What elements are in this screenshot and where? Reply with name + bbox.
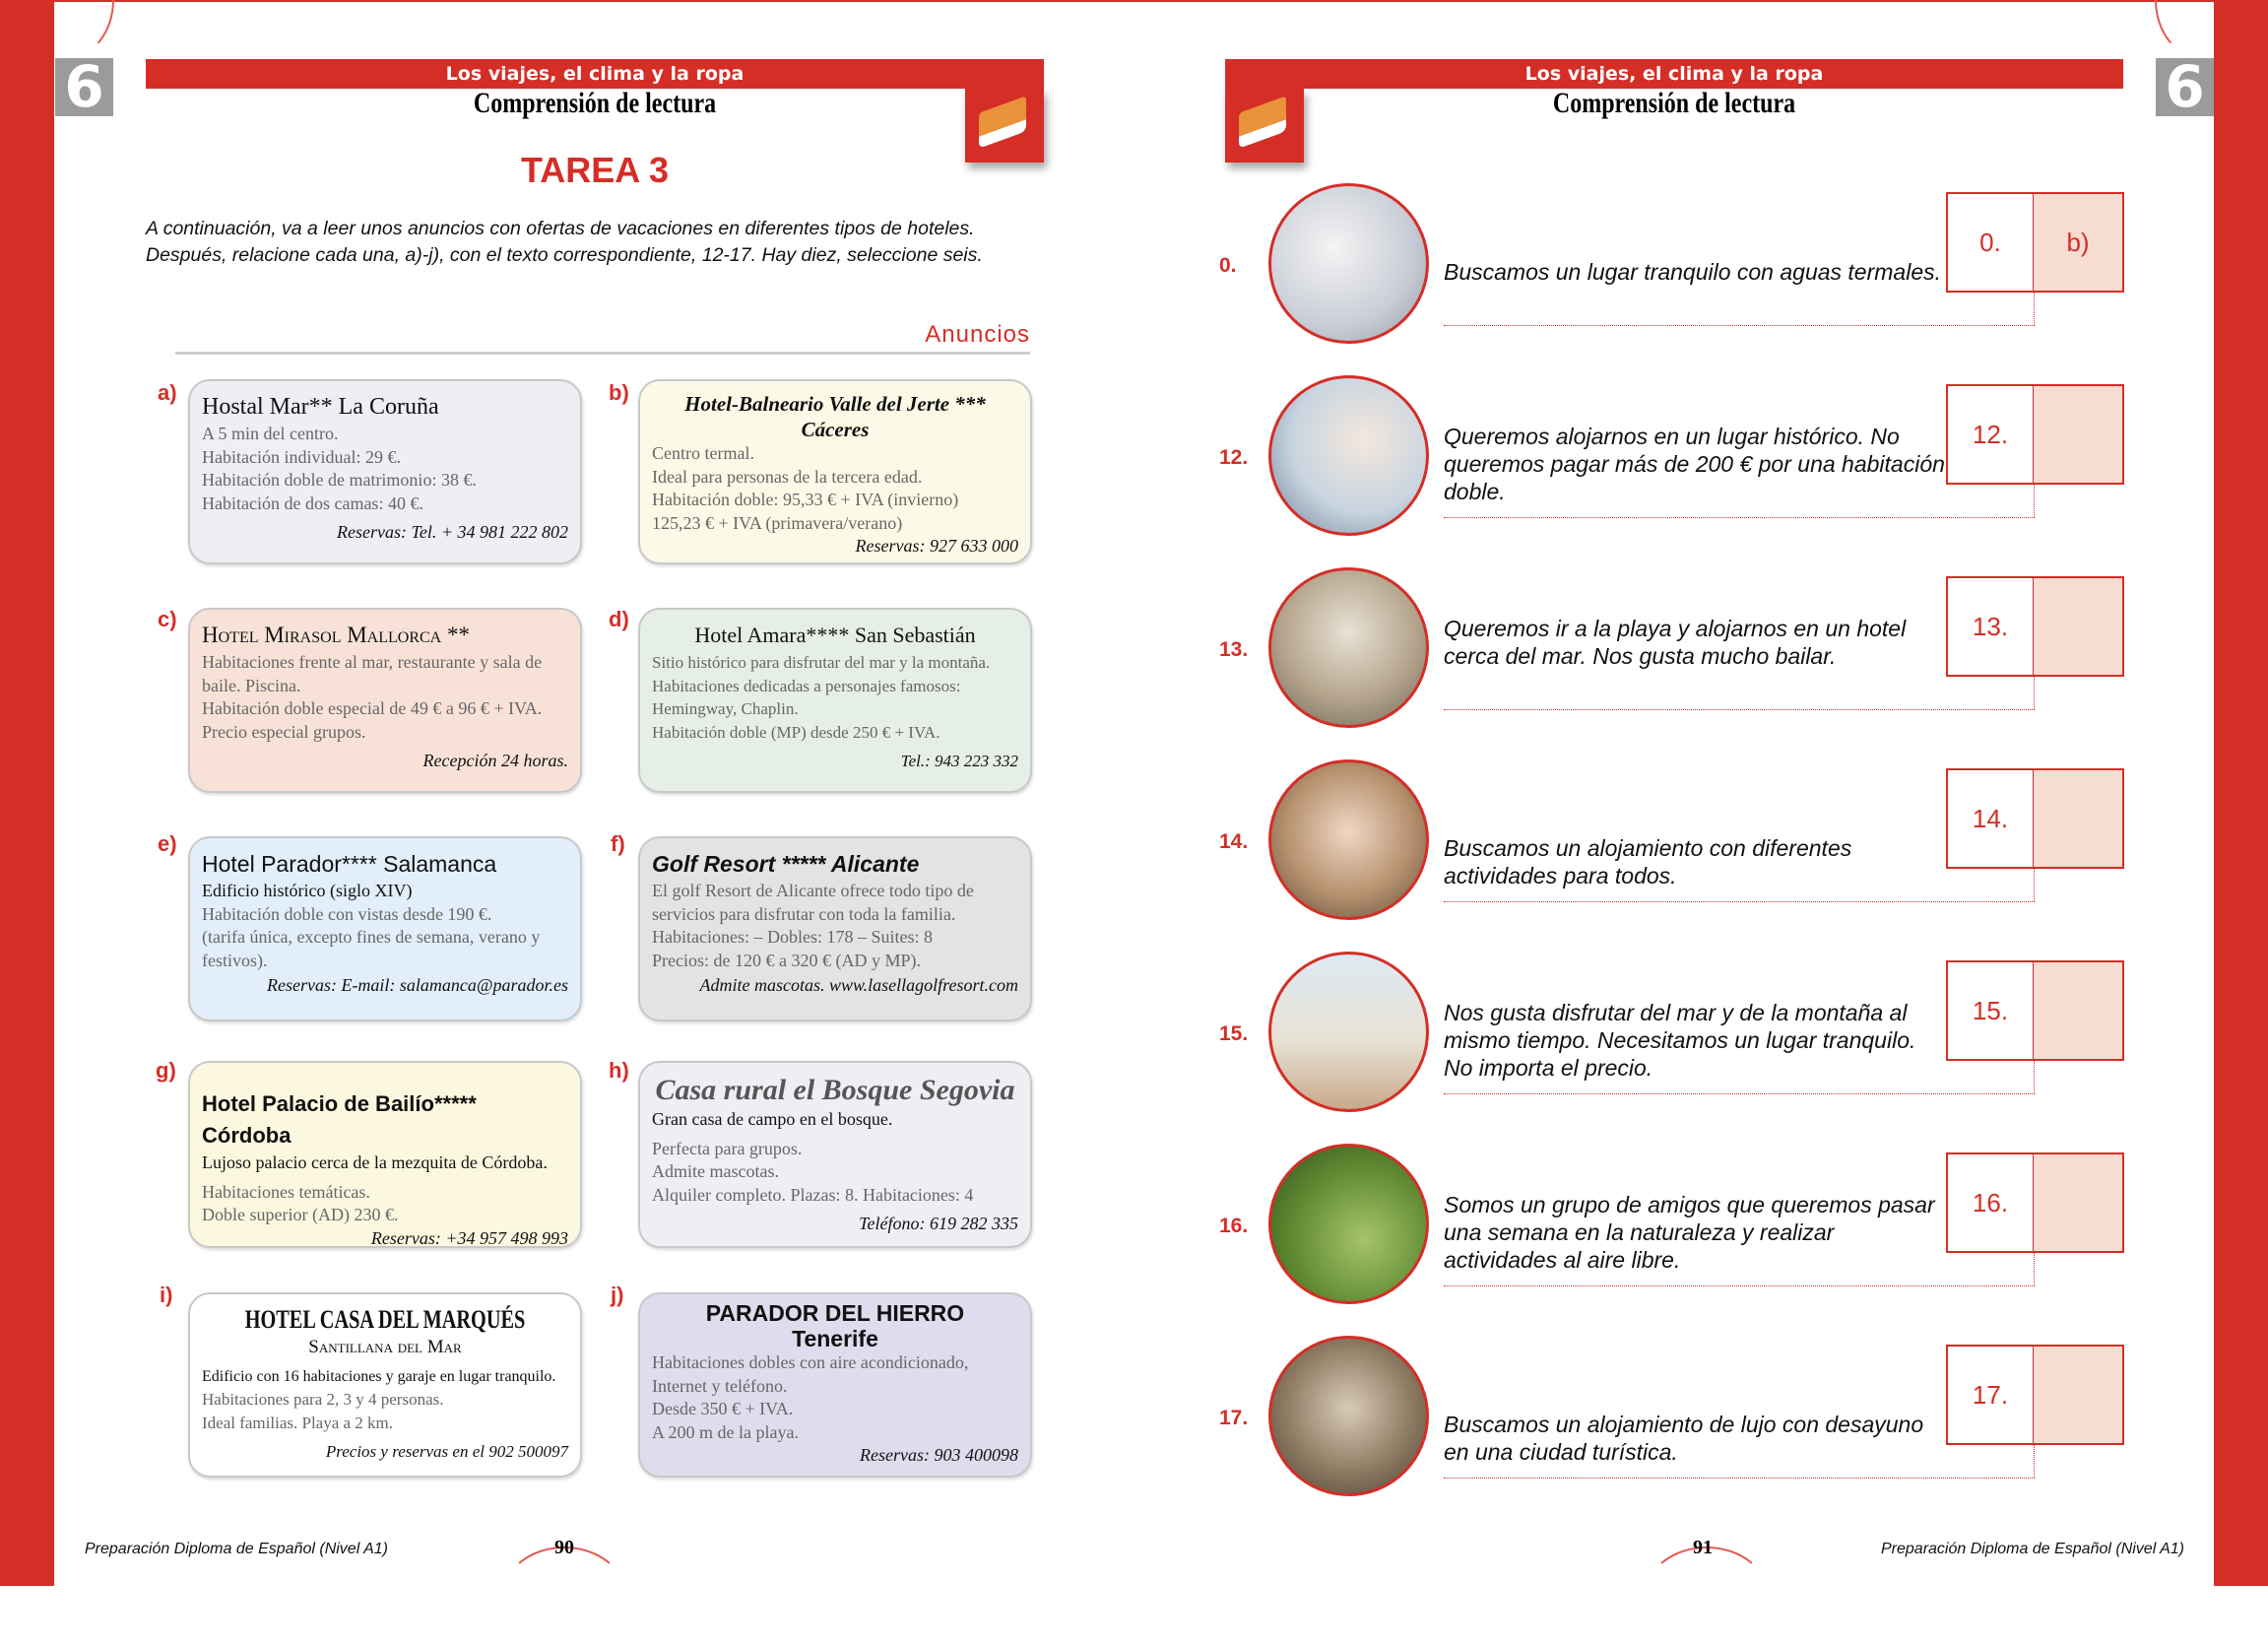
ad-line: Ideal para personas de la tercera edad. [652,466,923,487]
answer-label: 14. [1946,768,2035,869]
answer-label: 16. [1946,1152,2035,1253]
ad-line: Habitaciones dedicadas a personajes famosos: [652,676,961,695]
ad-subtitle: Santillana del Mar [308,1337,462,1357]
ad-contact: Reservas: 927 633 000 [855,536,1018,556]
right-page-edge [2214,0,2268,1586]
ad-line: Ideal familias. Playa a 2 km. [202,1413,394,1432]
ad-title: Hotel Palacio de Bailío***** Córdoba [202,1091,477,1148]
ad-subtitle: Cáceres [801,418,870,441]
ad-line: A 200 m de la playa. [652,1421,799,1442]
photo-hikers [1268,1144,1429,1304]
ad-contact: Reservas: 903 400098 [860,1445,1018,1465]
dotted-line [2034,1253,2035,1285]
photo-hotel-reception [1268,375,1429,536]
ad-letter: j) [611,1283,624,1307]
item-number: 17. [1219,1407,1249,1429]
ad-line: Habitación doble con vistas desde 190 €. [202,903,492,924]
ad-title: Hotel Amara**** San Sebastián [694,623,976,647]
ad-contact: Teléfono: 619 282 335 [859,1214,1018,1233]
ad-letter: i) [160,1283,173,1307]
answer-box[interactable] [2034,384,2124,485]
ad-a [188,379,582,564]
ad-letter: b) [609,380,629,405]
ad-line: Centro termal. [652,443,754,463]
ad-line: El golf Resort de Alicante ofrece todo tipo de servicios para disfrutar con toda la familia. [652,881,974,924]
ad-j [638,1292,1032,1478]
task-title: TAREA 3 [520,150,669,190]
ad-line: Habitaciones para 2, 3 y 4 personas. [202,1390,444,1409]
answer-label: 15. [1946,960,2035,1061]
ad-title: PARADOR DEL HIERRO [705,1300,965,1326]
dotted-line [1444,709,2035,710]
ad-subtitle: Tenerife [792,1326,878,1351]
dotted-line [1444,517,2035,518]
ad-b [638,379,1032,564]
item-number: 16. [1219,1215,1249,1237]
ad-line: Perfecta para grupos. [652,1138,803,1158]
ad-letter: c) [158,607,177,631]
ad-title: Casa rural el Bosque Segovia [655,1074,1015,1106]
ad-letter: a) [158,380,177,405]
chapter-tab: 6 [55,58,113,116]
ad-contact: Admite mascotas. www.lasellagolfresort.com [699,975,1018,995]
ad-line: Alquiler completo. Plazas: 8. Habitaciones: 4 [652,1184,974,1205]
ad-line: Hemingway, Chaplin. [652,699,799,718]
ad-line: Precio especial grupos. [202,721,366,742]
photo-elderly-couple [1268,183,1429,344]
unit-title-bar: Los viajes, el clima y la ropa [146,59,1044,89]
ad-title: HOTEL CASA DEL MARQUÉS [244,1305,526,1334]
ad-title: Hotel Parador**** Salamanca [202,851,497,877]
instructions [146,216,1044,269]
ad-line: Internet y teléfono. [652,1375,788,1396]
item-number: 14. [1219,830,1249,853]
ad-letter: d) [609,607,629,631]
dotted-line [1444,901,2035,902]
ad-contact: Recepción 24 horas. [422,751,568,770]
dotted-line [2034,485,2035,517]
answer-label: 0. [1946,192,2035,293]
ad-letter: e) [158,831,177,856]
dotted-line [1444,1478,2035,1479]
ad-line: Habitación individual: 29 €. [202,446,401,467]
ad-line: Precios: de 120 € a 320 € (AD y MP). [652,950,921,970]
decorative-arc [1645,1546,1769,1645]
ad-line: (tarifa única, excepto fines de semana, verano y festivos). [202,927,541,970]
ad-title: Golf Resort ***** Alicante [652,851,920,877]
item-number: 13. [1219,638,1249,661]
ad-contact: Tel.: 943 223 332 [900,752,1018,770]
ad-line: Habitaciones frente al mar, restaurante y sala de baile. Piscina. [202,652,543,695]
ad-g [188,1061,582,1248]
ad-c [188,608,582,793]
dotted-line [2034,677,2035,709]
instruction-line: A continuación, va a leer unos anuncios con ofertas de vacaciones en diferentes tipos de hoteles. [146,218,975,239]
photo-family-suitcase [1268,759,1429,920]
ads-heading: Anuncios [925,321,1030,348]
ad-letter: h) [609,1058,629,1083]
item-number: 15. [1219,1022,1249,1045]
dotted-line [1444,325,2035,326]
top-border [54,0,2214,2]
item-text: Queremos alojarnos en un lugar histórico. No queremos pagar más de 200 € por una habitación doble. [1444,424,1945,504]
ad-subtitle: Lujoso palacio cerca de la mezquita de Córdoba. [202,1152,548,1172]
item-text: Nos gusta disfrutar del mar y de la montaña al mismo tiempo. Necesitamos un lugar tranquilo. No importa el precio. [1444,1000,1916,1081]
ad-i [188,1292,582,1478]
dotted-line [2034,293,2035,325]
photo-family-beach [1268,952,1429,1112]
ad-h [638,1061,1032,1248]
ad-line: Habitación doble especial de 49 € a 96 € + IVA. [202,698,543,718]
ad-contact: Precios y reservas en el 902 500097 [325,1442,568,1461]
ad-line: Habitación doble de matrimonio: 38 €. [202,470,477,490]
answer-box[interactable] [2034,1345,2124,1445]
item-text: Buscamos un lugar tranquilo con aguas termales. [1444,259,1942,285]
footer-right: Preparación Diploma de Español (Nivel A1) [1881,1541,2184,1557]
left-page-edge [0,0,54,1586]
ad-letter: f) [611,831,625,856]
page-number: 91 [1693,1537,1713,1558]
ad-line: Edificio con 16 habitaciones y garaje en lugar tranquilo. [202,1367,556,1385]
ad-line: A 5 min del centro. [202,424,339,443]
dotted-line [2034,1445,2035,1478]
ad-subtitle: Gran casa de campo en el bosque. [652,1109,893,1129]
dotted-line [2034,869,2035,901]
chapter-tab: 6 [2156,58,2214,116]
section-title: Comprensión de lectura [473,87,717,119]
item-text: Buscamos un alojamiento con diferentes actividades para todos. [1444,835,1852,888]
answer-box[interactable] [2034,768,2124,869]
answer-label: 17. [1946,1345,2035,1445]
ad-f [638,836,1032,1021]
item-text: Queremos ir a la playa y alojarnos en un hotel cerca del mar. Nos gusta mucho bailar. [1444,616,1907,669]
ad-line: Habitaciones: – Dobles: 178 – Suites: 8 [652,927,933,947]
ad-line: Desde 350 € + IVA. [652,1399,794,1418]
divider [175,352,1030,355]
dotted-line [1444,1285,2035,1286]
ad-title: Hotel Mirasol Mallorca ** [202,623,470,647]
answer-label: 12. [1946,384,2035,485]
ad-line: Habitación doble (MP) desde 250 € + IVA. [652,722,940,742]
page-number: 90 [554,1537,574,1558]
item-number: 12. [1219,446,1249,469]
book-icon [1225,89,1304,163]
ad-title: Hostal Mar** La Coruña [202,394,439,420]
answer-box[interactable] [2034,960,2124,1061]
ad-line: Doble superior (AD) 230 €. [202,1205,399,1224]
ad-d [638,608,1032,793]
ad-subtitle: Edificio histórico (siglo XIV) [202,881,413,900]
ad-letter: g) [156,1058,176,1083]
footer-left: Preparación Diploma de Español (Nivel A1) [85,1541,388,1557]
decorative-arc [502,1546,626,1645]
ad-line: Admite mascotas. [652,1161,779,1181]
ad-line: 125,23 € + IVA (primavera/verano) [652,512,903,533]
answer-label: 13. [1946,576,2035,677]
dotted-line [1444,1093,2035,1094]
answer-box[interactable] [2034,1152,2124,1253]
dotted-line [2034,1061,2035,1093]
photo-friends-group [1268,567,1429,728]
section-title: Comprensión de lectura [1552,87,1796,119]
answer-box[interactable] [2034,576,2124,677]
ad-line: Habitaciones temáticas. [202,1181,370,1202]
item-number: 0. [1219,254,1237,277]
ad-contact: Reservas: +34 957 498 993 [370,1227,568,1248]
instruction-line: Después, relacione cada una, a)-j), con el texto correspondiente, 12-17. Hay diez, seleccione seis. [146,244,983,266]
ad-contact: Reservas: Tel. + 34 981 222 802 [337,522,568,542]
ad-line: Sitio histórico para disfrutar del mar y la montaña. [652,653,991,672]
ad-title: Hotel-Balneario Valle del Jerte *** [684,392,986,416]
answer-box[interactable]: b) [2034,192,2124,293]
photo-city-couple [1268,1336,1429,1496]
ad-contact: Reservas: E-mail: salamanca@parador.es [266,975,568,995]
unit-title-bar: Los viajes, el clima y la ropa [1225,59,2123,89]
ad-e [188,836,582,1021]
ad-line: Habitaciones dobles con aire acondicionado, [652,1352,969,1372]
item-text: Somos un grupo de amigos que queremos pasar una semana en la naturaleza y realizar actividades al aire libre. [1444,1192,1935,1273]
ad-line: Habitación de dos camas: 40 €. [202,493,423,513]
ad-line: Habitación doble: 95,33 € + IVA (invierno) [652,490,959,509]
item-text: Buscamos un alojamiento de lujo con desayuno en una ciudad turística. [1444,1412,1924,1465]
